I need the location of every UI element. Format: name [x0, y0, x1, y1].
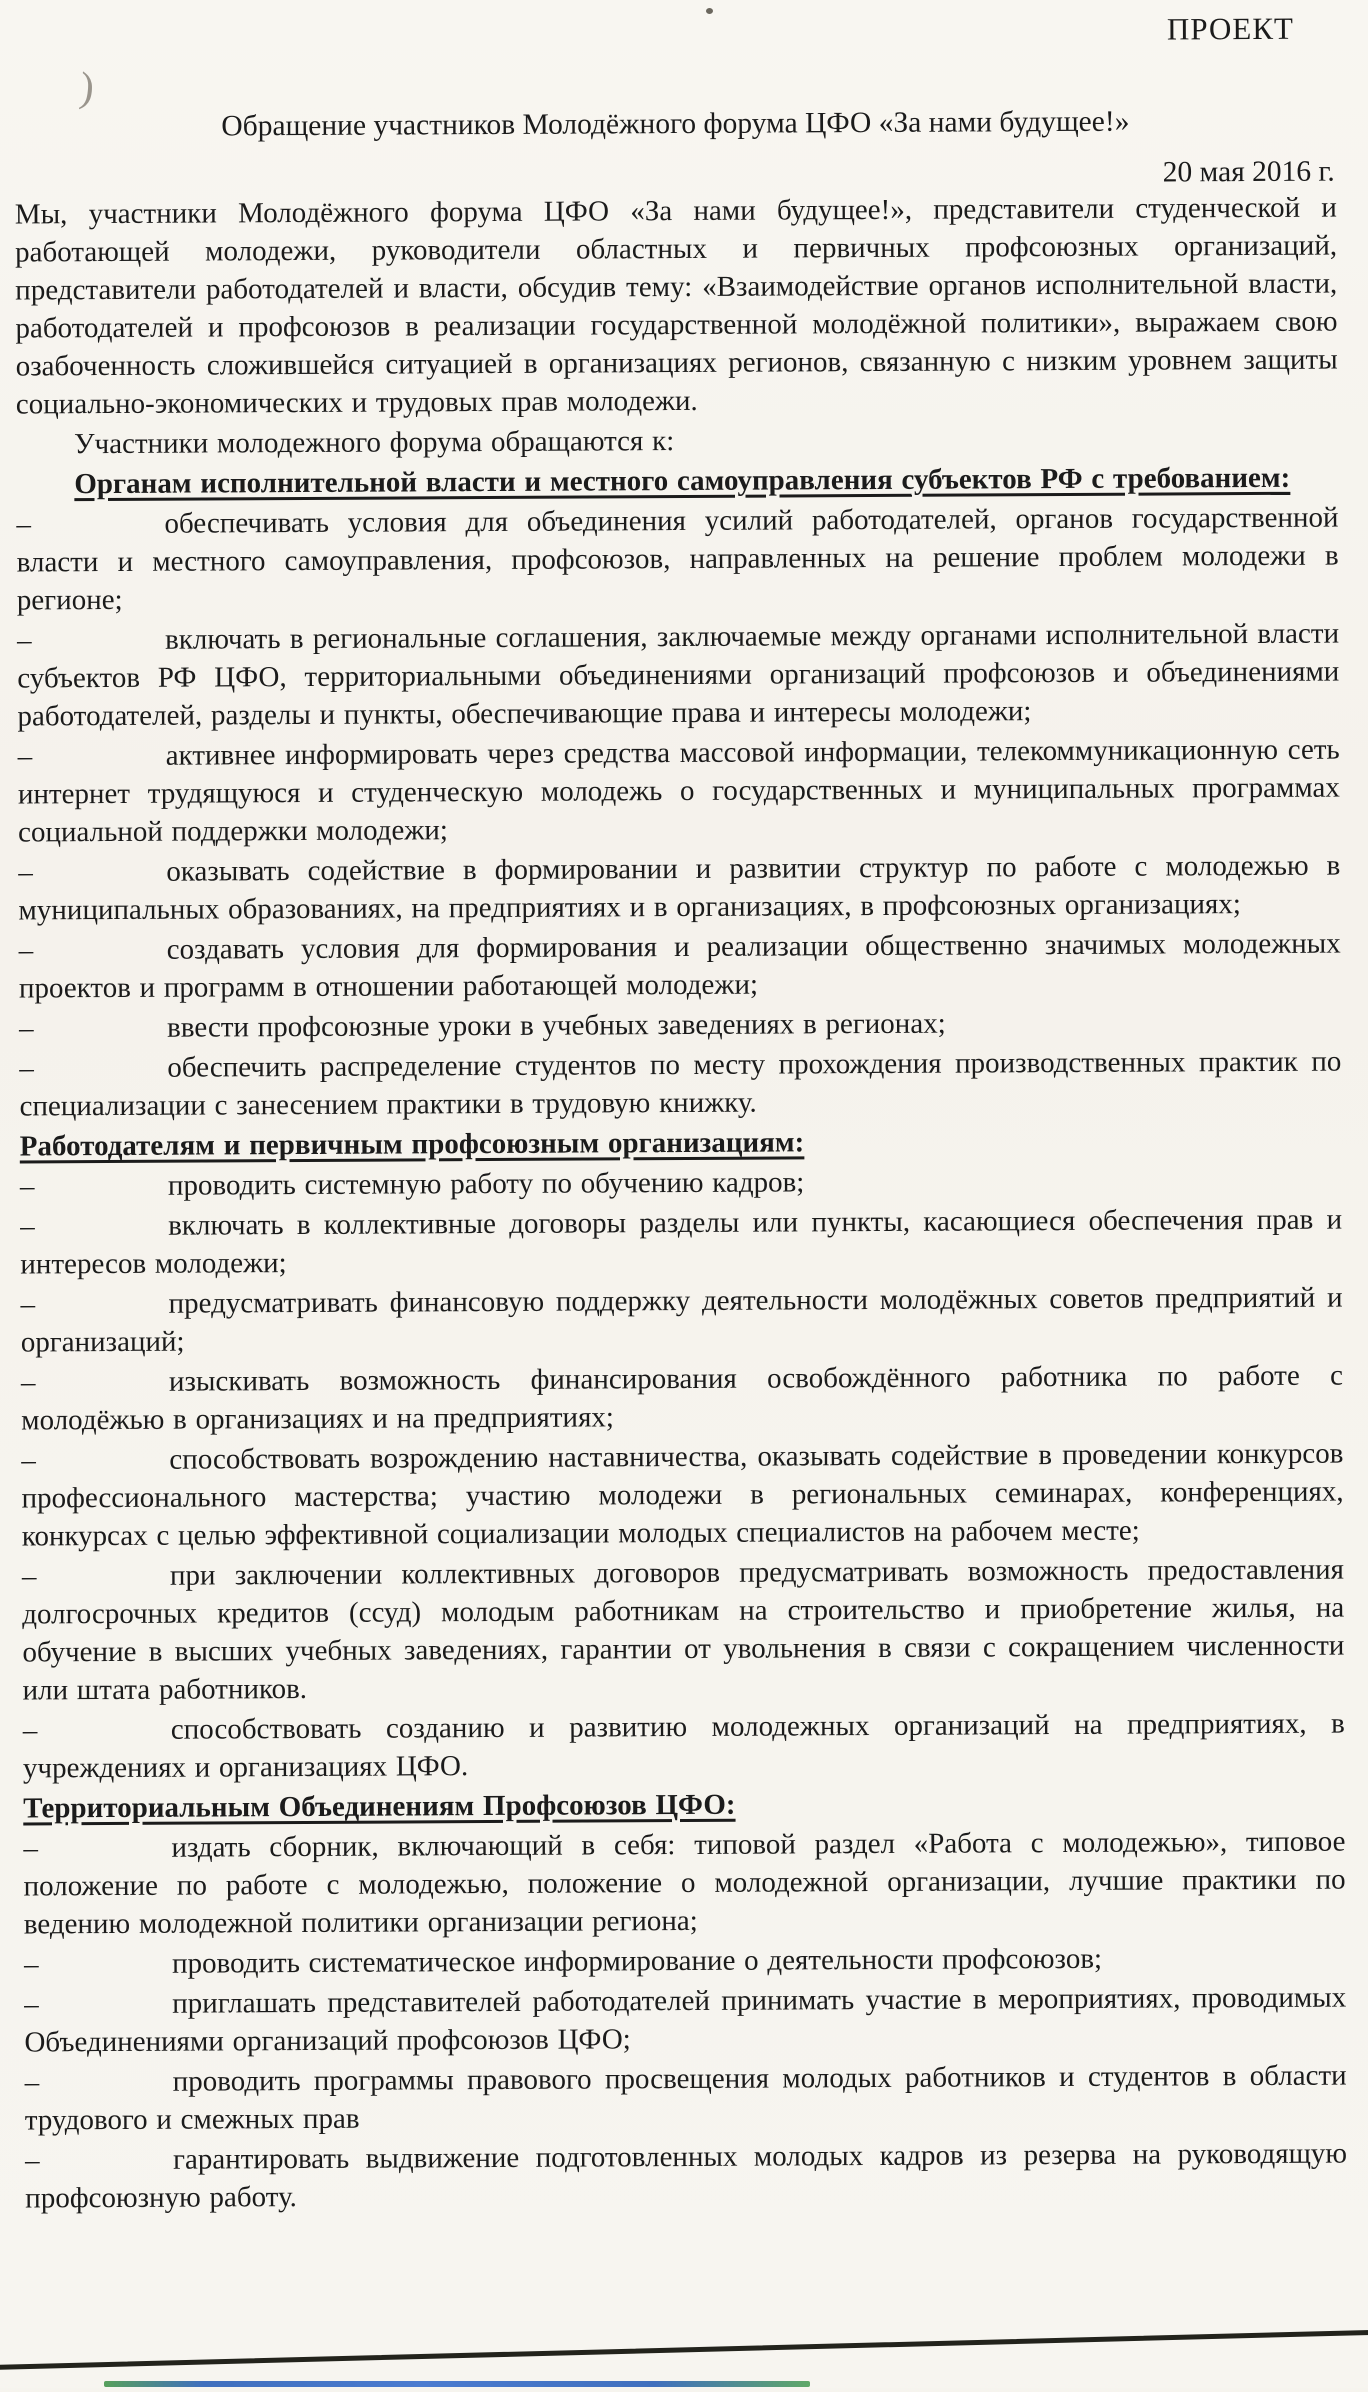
scanner-color-strip — [104, 2381, 810, 2387]
bullet-text: проводить систематическое информирование о деятельности профсоюзов; — [171, 1942, 1103, 1980]
bullet-item — [19, 1003, 1341, 1048]
bullet-text: проводить системную работу по обучению кадров; — [167, 1166, 805, 1202]
document-date: 20 мая 2016 г. — [1162, 155, 1335, 189]
bullet-item — [20, 1201, 1342, 1284]
bullet-text: способствовать созданию и развитию молодежных организаций на предприятиях, в учреждениях и организациях ЦФО. — [22, 1707, 1345, 1785]
bullet-text: включать в региональные соглашения, заключаемые между органами исполнительной власти субъектов РФ ЦФО, территориальными объединениями организаций профсоюзов и объединениями работодателей, разделы и пункты, обеспечивающие права и интересы молодежи; — [17, 617, 1340, 733]
dash-marker: – — [20, 1366, 36, 1399]
bullet-item — [17, 615, 1340, 736]
document-title: Обращение участников Молодёжного форума ЦФО «За нами будущее!» — [221, 105, 1130, 143]
dash-marker: – — [18, 856, 33, 889]
section-heading-authorities: Органам исполнительной власти и местного самоуправления субъектов РФ с требованием: — [74, 461, 1291, 501]
bullet-item — [21, 1357, 1343, 1440]
bullet-text: гарантировать выдвижение подготовленных молодых кадров из резерва на руководящую профсоюзную работу. — [25, 2137, 1348, 2215]
bullet-item — [24, 1979, 1346, 2062]
bullet-item — [21, 1435, 1344, 1556]
bullet-item — [25, 2135, 1347, 2218]
bullet-item — [24, 1939, 1346, 1984]
bullet-text: активнее информировать через средства массовой информации, телекоммуникационную сеть интернет трудящуюся и студенческую молодежь о государственных и муниципальных программах социальной поддержки молодежи; — [17, 733, 1340, 849]
dash-marker: – — [23, 1948, 39, 1981]
dash-marker: – — [23, 1832, 39, 1865]
bullet-item — [22, 1551, 1345, 1710]
pen-mark-artifact: ) — [77, 64, 97, 112]
dash-marker: – — [19, 1012, 34, 1045]
project-stamp: ПРОЕКТ — [1166, 10, 1294, 47]
dash-marker: – — [24, 2144, 40, 2177]
bullet-text: предусматривать финансовую поддержку деятельности молодёжных советов предприятий и организаций; — [20, 1281, 1343, 1359]
bullet-text: изыскивать возможность финансирования освобождённого работника по работе с молодёжью в организациях и на предприятиях; — [21, 1359, 1344, 1437]
dash-marker: – — [19, 1052, 34, 1085]
bullet-text: обеспечивать условия для объединения усилий работодателей, органов государственной власти и местного самоуправления, профсоюзов, направленных на решение проблем молодежи в регионе; — [16, 501, 1339, 617]
dash-marker: – — [20, 1210, 35, 1243]
section-heading-territorial-unions: Территориальным Объединениям Профсоюзов ЦФО: — [23, 1788, 736, 1825]
bullet-text: проводить программы правового просвещения молодых работников и студентов в области трудового и смежных прав — [24, 2059, 1347, 2137]
bullet-text: создавать условия для формирования и реализации общественно значимых молодежных проектов и программ в отношении работающей молодежи; — [18, 927, 1341, 1005]
dash-marker: – — [22, 1714, 38, 1747]
dash-marker: – — [21, 1444, 36, 1477]
dash-marker: – — [21, 1560, 37, 1593]
dash-marker: – — [17, 624, 32, 657]
intro-paragraph: Мы, участники Молодёжного форума ЦФО «За нами будущее!», представители студенческой и работающей молодежи, руководители областных и первичных профсоюзных организаций, представители работодателей и власти, обсудив тему: «Взаимодействие органов исполнительной власти, работодателей и профсоюзов в реализации государственной молодёжной политики», выражаем свою озабоченность сложившейся ситуацией в организациях регионов, связанную с низким уровнем защиты социально-экономических и трудовых прав молодежи. — [14, 191, 1338, 421]
scan-speck-artifact — [706, 8, 713, 14]
bullet-text: ввести профсоюзные уроки в учебных заведениях в регионах; — [167, 1007, 946, 1044]
bullet-item — [25, 2057, 1347, 2140]
appeal-line: Участники молодежного форума обращаются к: — [73, 425, 675, 461]
bullet-text: при заключении коллективных договоров предусматривать возможность предоставления долгосрочных кредитов (ссуд) молодым работникам на строительство и приобретение жилья, на обучение в высших учебных заведениях, гарантии от увольнения в связи с сокращением численности или штата работников. — [22, 1553, 1345, 1707]
dash-marker: – — [18, 934, 34, 967]
dash-marker: – — [16, 508, 32, 541]
bullet-text: оказывать содействие в формировании и развитии структур по работе с молодежью в муниципальных образованиях, на предприятиях и в организациях, в профсоюзных организациях; — [18, 849, 1341, 927]
bullet-item — [18, 847, 1340, 930]
bullet-text: включать в коллективные договоры разделы или пункты, касающиеся обеспечения прав и интересов молодежи; — [20, 1203, 1343, 1281]
bullet-item — [20, 1279, 1342, 1362]
bullet-item — [19, 1043, 1341, 1126]
dash-marker: – — [24, 1988, 39, 2021]
bullet-item — [23, 1705, 1345, 1788]
bullet-text: способствовать возрождению наставничества, оказывать содействие в проведении конкурсов профессионального мастерства; участию молодежи в региональных семинарах, конференциях, конкурсах с целью эффективной социализации молодых специалистов на рабочем месте; — [21, 1437, 1344, 1553]
bullet-item — [19, 925, 1341, 1008]
bullet-item — [18, 731, 1341, 852]
dash-marker: – — [19, 1170, 35, 1203]
bullet-text: обеспечить распределение студентов по месту прохождения производственных практик по специализации с занесением практики в трудовую книжку. — [19, 1045, 1342, 1123]
bullet-text: приглашать представителей работодателей принимать участие в мероприятиях, проводимых Объединениями организаций профсоюзов ЦФО; — [24, 1981, 1347, 2059]
bullet-item — [23, 1823, 1346, 1944]
bullet-item — [20, 1161, 1342, 1206]
dash-marker: – — [17, 740, 33, 773]
bullet-text: издать сборник, включающий в себя: типовой раздел «Работа с молодежью», типовое положение по работе с молодежью, положение о молодежной организации, лучшие практики по ведению молодежной политики организации региона; — [23, 1825, 1346, 1941]
bullet-item — [16, 499, 1339, 620]
dash-marker: – — [20, 1288, 36, 1321]
section-heading-employers: Работодателям и первичным профсоюзным организациям: — [19, 1126, 805, 1163]
dash-marker: – — [24, 2066, 40, 2099]
